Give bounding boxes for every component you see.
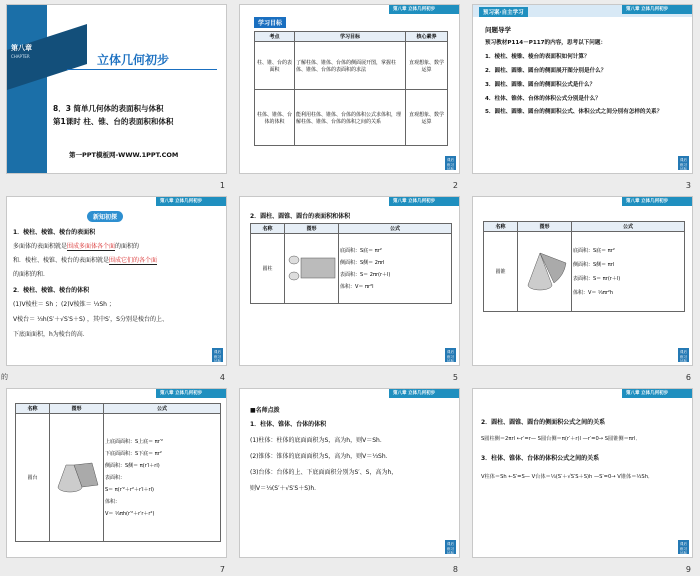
footer-text: 第一PPT模板网-WWW.1PPT.COM [69, 151, 179, 159]
section-badge: 新知初探 [87, 211, 123, 222]
fill-answer: 围成多面体各个面 [67, 243, 116, 250]
slide-cell-8[interactable] [233, 384, 466, 576]
table-cell: 直观想象、数学运算 [406, 42, 448, 90]
cone-net-icon [520, 249, 570, 293]
title-sidebar [7, 5, 47, 173]
table-cell: 圆台 [16, 414, 50, 542]
chapter-sub: CHAPTER [11, 54, 30, 59]
table-cell: 柱、锥、台的表面积 [255, 42, 295, 90]
text-span: 多面体的表面积就是 [13, 243, 68, 250]
list-item: 2．圆柱、圆锥、圆台的侧面展开图分别是什么？ [485, 68, 607, 74]
table-header: 公式 [572, 222, 685, 232]
chapter-header: 第八章 立体几何初步 [389, 197, 459, 206]
heading: ■名师点拨 [250, 407, 280, 414]
chapter-header: 第八章 立体几何初步 [622, 389, 692, 398]
formula: 表面积：S＝ 2πr(r＋l) [340, 271, 391, 278]
heading-2: 2．棱柱、棱锥、棱台的体积 [13, 287, 90, 294]
slide-cell-5[interactable] [233, 192, 466, 384]
slide-thumbnail[interactable] [239, 388, 460, 558]
section-badge: 学习目标 [254, 17, 286, 28]
nav-button[interactable]: 课后 练习 达标 [679, 350, 688, 363]
shape-cell [518, 232, 572, 312]
formula-table [483, 221, 685, 312]
slide-cell-1[interactable] [0, 0, 233, 192]
text-line [13, 241, 139, 251]
formula: S＝ π(r′²＋r²＋r′l＋rl) [105, 486, 154, 493]
chapter-header: 第八章 立体几何初步 [389, 5, 459, 14]
formula-table [15, 403, 221, 542]
slide-number: 5 [452, 373, 458, 382]
chapter-header: 第八章 立体几何初步 [156, 389, 226, 398]
table-header: 名称 [484, 222, 518, 232]
slide-cell-7[interactable] [0, 384, 233, 576]
nav-button[interactable]: 课后 练习 达标 [679, 542, 688, 555]
lesson-title: 第1课时 柱、锥、台的表面积和体积 [53, 117, 174, 126]
formula: 表面积： [105, 474, 126, 481]
slide-number: 8 [452, 565, 458, 574]
table-header: 学习目标 [295, 32, 406, 42]
formula: V＝ ⅓πh(r′²＋r′r＋r²) [105, 510, 155, 517]
slide-thumbnail[interactable] [472, 388, 693, 558]
slide-title: 立体几何初步 [97, 53, 170, 67]
formula: 侧面积：S侧＝ πrl [573, 261, 615, 268]
table-row [484, 232, 685, 312]
slide-number: 1 [219, 181, 225, 190]
slide-number: 3 [685, 181, 691, 190]
formula: 表面积：S＝ πr(r＋l) [573, 275, 621, 282]
divider [67, 69, 217, 70]
formula: 上底面面积：S上底＝ πr′² [105, 438, 163, 445]
heading-1: 1．棱柱、棱锥、棱台的表面积 [13, 229, 96, 236]
slide-thumbnail[interactable] [472, 4, 693, 174]
table-cell: 直观想象、数学运算 [406, 90, 448, 146]
section-badge: 预习案·自主学习 [479, 7, 528, 17]
table-row [255, 90, 448, 146]
formula: 侧面积：S侧＝ 2πrl [340, 259, 385, 266]
footnote-mark: 的 [1, 373, 8, 381]
formula: 侧面积：S侧＝ π(r′l＋rl) [105, 462, 160, 469]
table-cell: 了解柱体、锥体、台体的侧面展开图，掌握柱体、锥体、台体的表面积的求法 [295, 42, 406, 90]
table-cell: 柱体、锥体、台体的体积 [255, 90, 295, 146]
nav-button[interactable]: 课后 练习 达标 [679, 158, 688, 171]
formula: 体积： [105, 498, 121, 505]
table-cell: 能利用柱体、锥体、台体的体积公式求体积，理解柱体、锥体、台体的体积之间的关系 [295, 90, 406, 146]
intro-text: 预习教材P114－P117的内容，思考以下问题： [485, 40, 607, 46]
slide-thumbnail[interactable] [239, 4, 460, 174]
formula-cell [572, 232, 685, 312]
formula: 下底面面积：S下底＝ πr² [105, 450, 162, 457]
slide-thumbnail[interactable] [6, 388, 227, 558]
formula: 体积：V＝ ⅓πr²h [573, 289, 614, 296]
slide-cell-3[interactable] [466, 0, 699, 192]
text-line: 1．柱体、锥体、台体的体积 [250, 421, 327, 428]
chapter-header: 第八章 立体几何初步 [156, 197, 226, 206]
chapter-header: 第八章 立体几何初步 [622, 5, 692, 14]
table-header: 名称 [251, 224, 285, 234]
slide-number: 2 [452, 181, 458, 190]
slide-cell-6[interactable] [466, 192, 699, 384]
heading: 2．圆柱、圆锥、圆台的表面积和体积 [250, 213, 351, 220]
formula-table [250, 223, 452, 304]
table-row [251, 234, 452, 304]
slide-number: 6 [685, 373, 691, 382]
chapter-header: 第八章 立体几何初步 [389, 389, 459, 398]
slide-thumbnail[interactable] [239, 196, 460, 366]
text-line: (2)锥体：锥体的底面面积为S，高为h，则V＝⅓Sh． [250, 453, 392, 460]
section-title: 8．3 简单几何体的表面积与体积 [53, 104, 164, 113]
shape-cell [50, 414, 104, 542]
table-header: 核心素养 [406, 32, 448, 42]
shape-cell [285, 234, 339, 304]
slide-number: 9 [685, 565, 691, 574]
text-line: 下底面面积，h为棱台的高． [13, 331, 89, 338]
formula-cell [104, 414, 221, 542]
table-header: 考点 [255, 32, 295, 42]
formula: 底面积：S底＝ πr² [573, 247, 615, 254]
formula-cell [339, 234, 452, 304]
table-header: 图形 [285, 224, 339, 234]
question-heading: 问题导学 [485, 26, 511, 34]
list-item: 4．柱体、锥体、台体的体积公式分别是什么？ [485, 96, 601, 102]
table-header: 图形 [518, 222, 572, 232]
frustum-net-icon [52, 457, 102, 497]
table-header: 名称 [16, 404, 50, 414]
nav-button[interactable]: 课后 练习 达标 [213, 350, 222, 363]
text-span: 和．棱柱、棱锥、棱台的表面积就是 [13, 257, 110, 264]
list-item: 3．圆柱、圆锥、圆台的侧面积公式是什么？ [485, 82, 596, 88]
table-header: 公式 [104, 404, 221, 414]
text-line: (3)台体：台体的上、下底面面积分别为S′、S，高为h， [250, 469, 398, 476]
formula-line: V柱体＝Sh ←S′=S— V台体＝⅓(S′＋√S′S＋S)h —S′=0→ V锥体＝⅓Sh． [481, 474, 654, 480]
table-header: 公式 [339, 224, 452, 234]
slide-thumbnail[interactable] [6, 4, 227, 174]
formula-line: S圆柱侧＝2πrl ←r′=r— S圆台侧＝π(r′＋r)l —r′=0→ S圆锥侧＝πrl． [481, 436, 641, 442]
slide-thumbnail[interactable] [472, 196, 693, 366]
formula: 底面积：S底＝ πr² [340, 247, 382, 254]
heading-1: 2．圆柱、圆锥、圆台的侧面积公式之间的关系 [481, 419, 606, 426]
list-item: 1．棱柱、棱锥、棱台的表面积如何计算？ [485, 54, 590, 60]
slide-cell-2[interactable] [233, 0, 466, 192]
text-line: 则V＝⅓(S′＋√S′S＋S)h． [250, 485, 321, 492]
formula-line: (1)V棱柱＝ Sh ；(2)V棱锥＝ ⅓Sh ； [13, 301, 115, 308]
text-line: 的面积的和． [13, 271, 50, 278]
chapter-header: 第八章 立体几何初步 [622, 197, 692, 206]
table-row [16, 414, 221, 542]
objectives-table [254, 31, 448, 146]
slide-number: 7 [219, 565, 225, 574]
slide-cell-9[interactable] [466, 384, 699, 576]
slide-thumbnail[interactable] [6, 196, 227, 366]
formula: 体积：V＝ πr²l [340, 283, 374, 290]
text-line: (1)柱体：柱体的底面面积为S，高为h，则V＝Sh． [250, 437, 386, 444]
table-header: 图形 [50, 404, 104, 414]
table-cell: 圆柱 [251, 234, 285, 304]
heading-2: 3．柱体、锥体、台体的体积公式之间的关系 [481, 455, 600, 462]
list-item: 5．圆柱、圆锥、圆台的侧面积公式、体积公式之间分别有怎样的关系？ [485, 109, 663, 115]
text-line [13, 255, 157, 265]
cylinder-net-icon [287, 250, 337, 286]
formula-line: V棱台＝ ⅓h(S′＋√S′S＋S) ，其中S′，S分别是棱台的上、 [13, 316, 168, 323]
fill-answer: 围成它们的各个面 [109, 257, 158, 264]
slide-number: 4 [219, 373, 225, 382]
nav-button[interactable]: 课后 练习 达标 [446, 158, 455, 171]
chapter-tab: 第八章 [11, 44, 32, 52]
table-row [255, 42, 448, 90]
slide-cell-4[interactable] [0, 192, 233, 384]
table-cell: 圆锥 [484, 232, 518, 312]
nav-button[interactable]: 课后 练习 达标 [446, 350, 455, 363]
text-span: 的面积的 [115, 243, 140, 250]
nav-button[interactable]: 课后 练习 达标 [446, 542, 455, 555]
